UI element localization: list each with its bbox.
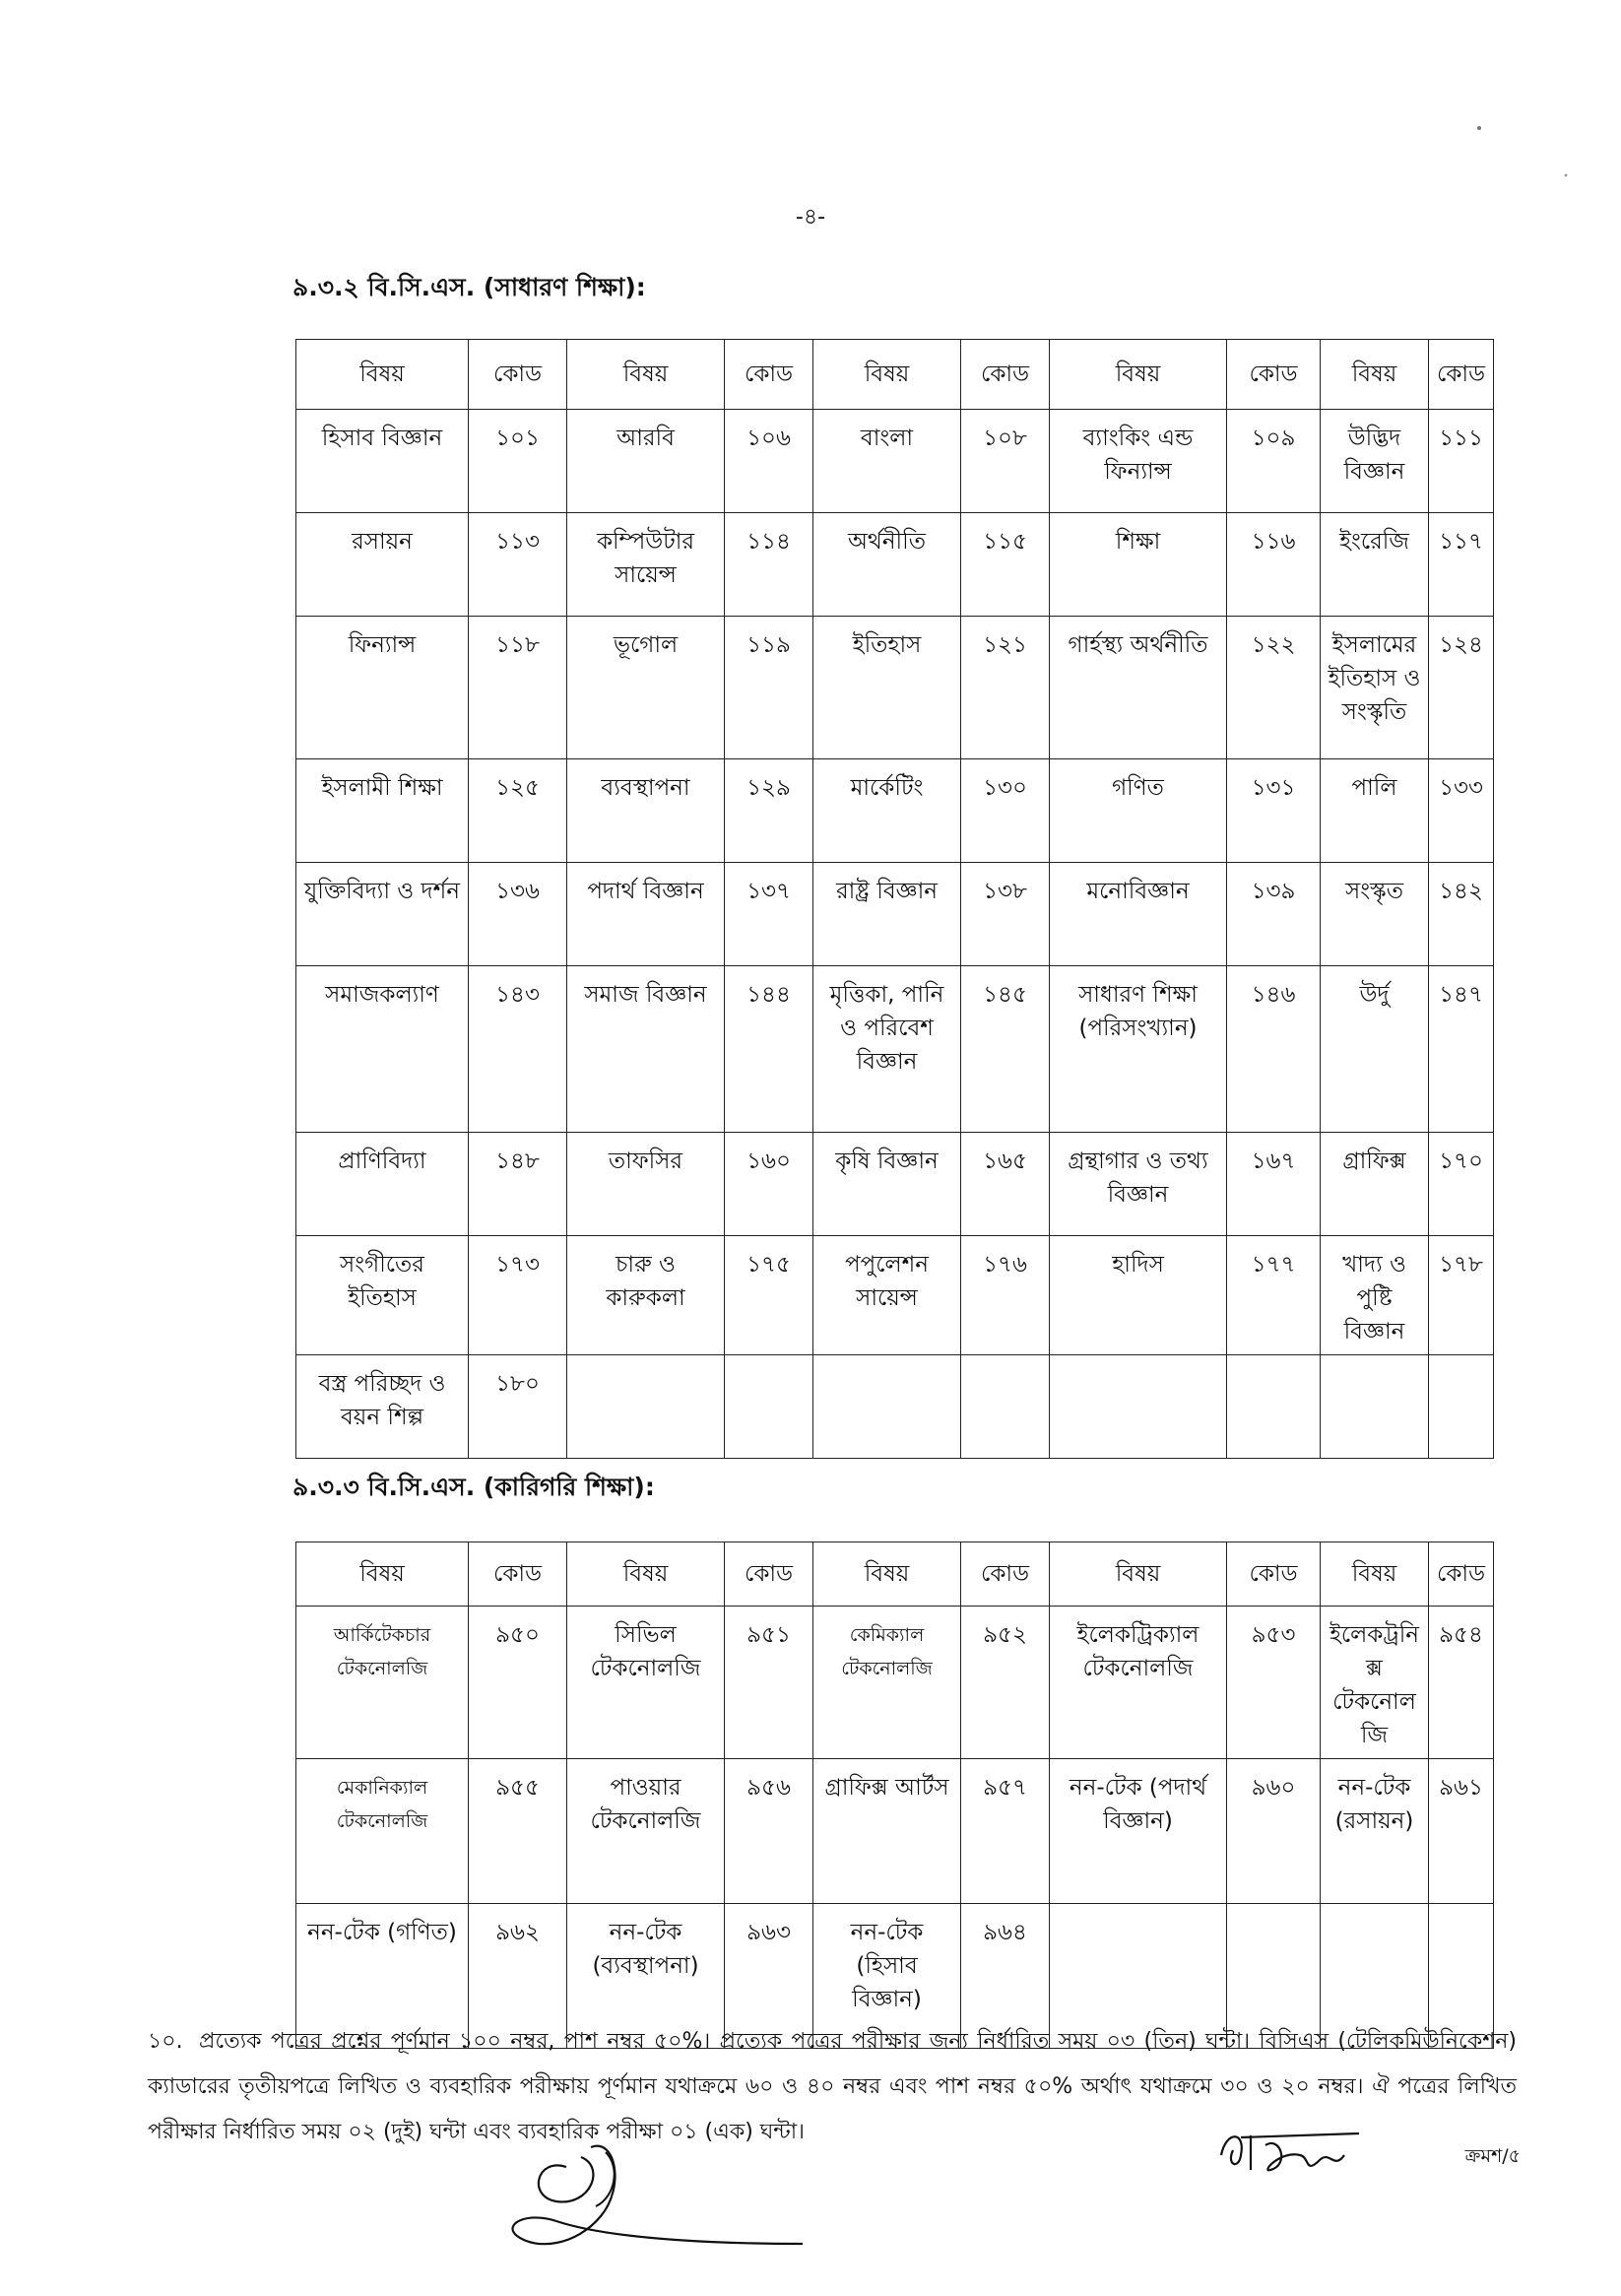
subject-cell: রাষ্ট্র বিজ্ঞান — [813, 863, 961, 966]
subject-cell: নন-টেক (গণিত) — [296, 1904, 469, 2049]
header-code: কোড — [961, 1542, 1050, 1607]
subject-cell: ভূগোল — [567, 617, 725, 759]
subject-cell: ইসলামী শিক্ষা — [296, 759, 469, 863]
code-cell: ৯৫৫ — [469, 1759, 567, 1904]
subject-cell: কেমিক্যাল টেকনোলজি — [813, 1607, 961, 1759]
subject-cell: নন-টেক (হিসাব বিজ্ঞান) — [813, 1904, 961, 2049]
subject-cell: অর্থনীতি — [813, 513, 961, 617]
code-cell: ১৭৮ — [1429, 1236, 1494, 1355]
header-subject: বিষয় — [813, 1542, 961, 1607]
note-text: প্রত্যেক পত্রের প্রশ্নের পূর্ণমান ১০০ নম্বর, পাশ নম্বর ৫০%। প্রত্যেক পত্রের পরীক্ষার জন্য নির্ধারিত সময় ০৩ (তিন) ঘন্টা। বিসিএস (টেলিকমিউনিকেশন) ক্যাডারের তৃতীয়পত্রে লিখিত ও ব্যবহারিক পরীক্ষায় পূর্ণমান যথাক্রমে ৬০ ও ৪০ নম্বর এবং পাশ নম্বর ৫০% অর্থাৎ যথাক্রমে ৩০ ও ২০ নম্বর। ঐ পত্রের লিখিত পরীক্ষার নির্ধারিত সময় ০২ (দুই) ঘন্টা এবং ব্যবহারিক পরীক্ষা ০১ (এক) ঘন্টা। — [148, 2029, 1517, 2144]
header-subject: বিষয় — [296, 340, 469, 410]
code-cell: ১০১ — [469, 410, 567, 513]
table-row — [296, 1133, 1494, 1236]
subject-cell: মনোবিজ্ঞান — [1050, 863, 1227, 966]
code-cell: ১০৬ — [725, 410, 813, 513]
code-cell: ১৭৩ — [469, 1236, 567, 1355]
header-subject: বিষয় — [1050, 1542, 1227, 1607]
code-cell — [1429, 1355, 1494, 1459]
code-cell: ১৭৬ — [961, 1236, 1050, 1355]
subject-cell: মৃত্তিকা, পানি ও পরিবেশ বিজ্ঞান — [813, 966, 961, 1133]
subject-cell: সিভিল টেকনোলজি — [567, 1607, 725, 1759]
table-row — [296, 617, 1494, 759]
code-cell: ১৪৪ — [725, 966, 813, 1133]
code-cell: ১৪৩ — [469, 966, 567, 1133]
code-cell: ৯৬০ — [1227, 1759, 1321, 1904]
code-cell: ১৪৫ — [961, 966, 1050, 1133]
header-subject: বিষয় — [567, 1542, 725, 1607]
code-cell: ১২১ — [961, 617, 1050, 759]
subject-cell: নন-টেক (রসায়ন) — [1321, 1759, 1429, 1904]
code-cell: ১৪৮ — [469, 1133, 567, 1236]
code-cell: ১৩০ — [961, 759, 1050, 863]
code-cell: ৯৫০ — [469, 1607, 567, 1759]
code-cell: ১৬০ — [725, 1133, 813, 1236]
subject-cell: প্রাণিবিদ্যা — [296, 1133, 469, 1236]
subject-cell: কৃষি বিজ্ঞান — [813, 1133, 961, 1236]
code-cell: ১৭৫ — [725, 1236, 813, 1355]
note-number: ১০. — [148, 2029, 183, 2054]
subject-cell: চারু ও কারুকলা — [567, 1236, 725, 1355]
subject-cell: আরবি — [567, 410, 725, 513]
header-subject: বিষয় — [1050, 340, 1227, 410]
header-code: কোড — [1429, 1542, 1494, 1607]
code-cell: ৯৫৬ — [725, 1759, 813, 1904]
code-cell: ১৪৭ — [1429, 966, 1494, 1133]
general-education-code-table — [295, 339, 1494, 1459]
code-cell: ১০৯ — [1227, 410, 1321, 513]
subject-cell: হাদিস — [1050, 1236, 1227, 1355]
code-cell: ৯৬৪ — [961, 1904, 1050, 2049]
subject-cell: গার্হস্থ্য অর্থনীতি — [1050, 617, 1227, 759]
code-cell: ১১৯ — [725, 617, 813, 759]
subject-cell: গ্রাফিক্স আর্টস — [813, 1759, 961, 1904]
subject-cell: রসায়ন — [296, 513, 469, 617]
subject-cell: শিক্ষা — [1050, 513, 1227, 617]
subject-cell: ইতিহাস — [813, 617, 961, 759]
table-row — [296, 966, 1494, 1133]
table-row — [296, 863, 1494, 966]
subject-cell: ফিন্যান্স — [296, 617, 469, 759]
continued-marker: ক্রমশ/৫ — [1464, 2145, 1521, 2167]
code-cell: ১৩৬ — [469, 863, 567, 966]
subject-cell: মেকানিক্যাল টেকনোলজি — [296, 1759, 469, 1904]
code-cell: ১৪৬ — [1227, 966, 1321, 1133]
subject-cell: ইলেকট্রিক্যাল টেকনোলজি — [1050, 1607, 1227, 1759]
subject-cell: গ্রন্থাগার ও তথ্য বিজ্ঞান — [1050, 1133, 1227, 1236]
table-row — [296, 1759, 1494, 1904]
subject-cell: হিসাব বিজ্ঞান — [296, 410, 469, 513]
subject-cell: মার্কেটিং — [813, 759, 961, 863]
header-code: কোড — [1227, 340, 1321, 410]
code-cell: ৯৬২ — [469, 1904, 567, 2049]
subject-cell: সংস্কৃত — [1321, 863, 1429, 966]
table-header-row — [296, 340, 1494, 410]
subject-cell: বস্ত্র পরিচ্ছদ ও বয়ন শিল্প — [296, 1355, 469, 1459]
header-code: কোড — [469, 1542, 567, 1607]
code-cell: ৯৫৪ — [1429, 1607, 1494, 1759]
code-cell: ১২৪ — [1429, 617, 1494, 759]
subject-cell: ইলেকট্রনিক্স টেকনোলজি — [1321, 1607, 1429, 1759]
subject-cell: গ্রাফিক্স — [1321, 1133, 1429, 1236]
section-heading-general-education: ৯.৩.২ বি.সি.এস. (সাধারণ শিক্ষা): — [292, 273, 646, 301]
code-cell: ৯৫৩ — [1227, 1607, 1321, 1759]
subject-cell — [1321, 1355, 1429, 1459]
subject-cell: গণিত — [1050, 759, 1227, 863]
subject-cell: পালি — [1321, 759, 1429, 863]
header-code: কোড — [725, 340, 813, 410]
code-cell: ১১১ — [1429, 410, 1494, 513]
code-cell: ১৩৯ — [1227, 863, 1321, 966]
code-cell: ১১৩ — [469, 513, 567, 617]
technical-education-code-table — [295, 1542, 1494, 2049]
code-cell: ১৭৭ — [1227, 1236, 1321, 1355]
header-code: কোড — [961, 340, 1050, 410]
subject-cell: সমাজ বিজ্ঞান — [567, 966, 725, 1133]
section-heading-technical-education: ৯.৩.৩ বি.সি.এস. (কারিগরি শিক্ষা): — [292, 1473, 655, 1501]
subject-cell — [567, 1355, 725, 1459]
header-subject: বিষয় — [1321, 340, 1429, 410]
subject-cell: ইসলামের ইতিহাস ও সংস্কৃতি — [1321, 617, 1429, 759]
subject-cell: তাফসির — [567, 1133, 725, 1236]
subject-cell — [813, 1355, 961, 1459]
code-cell: ৯৫৭ — [961, 1759, 1050, 1904]
header-subject: বিষয় — [1321, 1542, 1429, 1607]
header-code: কোড — [725, 1542, 813, 1607]
code-cell: ১১৮ — [469, 617, 567, 759]
table-row — [296, 759, 1494, 863]
code-cell: ১১৬ — [1227, 513, 1321, 617]
subject-cell: নন-টেক (ব্যবস্থাপনা) — [567, 1904, 725, 2049]
subject-cell: আর্কিটেকচার টেকনোলজি — [296, 1607, 469, 1759]
code-cell: ১৬৭ — [1227, 1133, 1321, 1236]
subject-cell: উদ্ভিদ বিজ্ঞান — [1321, 410, 1429, 513]
subject-cell: উর্দু — [1321, 966, 1429, 1133]
code-cell: ১৭০ — [1429, 1133, 1494, 1236]
code-cell: ১৩১ — [1227, 759, 1321, 863]
code-cell: ১১৪ — [725, 513, 813, 617]
subject-cell: সংগীতের ইতিহাস — [296, 1236, 469, 1355]
signature-left — [497, 2128, 812, 2279]
signature-right — [1211, 2116, 1369, 2189]
table-row — [296, 1236, 1494, 1355]
subject-cell: ব্যবস্থাপনা — [567, 759, 725, 863]
code-cell: ১২৫ — [469, 759, 567, 863]
code-cell — [961, 1355, 1050, 1459]
code-cell — [1227, 1355, 1321, 1459]
code-cell: ৯৫২ — [961, 1607, 1050, 1759]
subject-cell: খাদ্য ও পুষ্টি বিজ্ঞান — [1321, 1236, 1429, 1355]
subject-cell: পাওয়ার টেকনোলজি — [567, 1759, 725, 1904]
subject-cell — [1050, 1355, 1227, 1459]
header-subject: বিষয় — [296, 1542, 469, 1607]
code-cell: ১৩৮ — [961, 863, 1050, 966]
subject-cell: সাধারণ শিক্ষা (পরিসংখ্যান) — [1050, 966, 1227, 1133]
subject-cell: নন-টেক (পদার্থ বিজ্ঞান) — [1050, 1759, 1227, 1904]
table-row — [296, 1607, 1494, 1759]
code-cell: ১১৭ — [1429, 513, 1494, 617]
code-cell: ৯৬৩ — [725, 1904, 813, 2049]
code-cell: ১৮০ — [469, 1355, 567, 1459]
header-subject: বিষয় — [567, 340, 725, 410]
subject-cell: কম্পিউটার সায়েন্স — [567, 513, 725, 617]
code-cell — [725, 1355, 813, 1459]
subject-cell: যুক্তিবিদ্যা ও দর্শন — [296, 863, 469, 966]
table-row — [296, 1355, 1494, 1459]
subject-cell: ব্যাংকিং এন্ড ফিন্যান্স — [1050, 410, 1227, 513]
header-code: কোড — [1227, 1542, 1321, 1607]
code-cell: ৯৫১ — [725, 1607, 813, 1759]
code-cell: ১২৯ — [725, 759, 813, 863]
header-code: কোড — [1429, 340, 1494, 410]
header-subject: বিষয় — [813, 340, 961, 410]
code-cell: ১২২ — [1227, 617, 1321, 759]
subject-cell: বাংলা — [813, 410, 961, 513]
code-cell: ১১৫ — [961, 513, 1050, 617]
code-cell: ১৩৭ — [725, 863, 813, 966]
code-cell: ১৪২ — [1429, 863, 1494, 966]
subject-cell: পপুলেশন সায়েন্স — [813, 1236, 961, 1355]
table-header-row — [296, 1542, 1494, 1607]
code-cell: ১৩৩ — [1429, 759, 1494, 863]
subject-cell: পদার্থ বিজ্ঞান — [567, 863, 725, 966]
code-cell: ৯৬১ — [1429, 1759, 1494, 1904]
subject-cell: ইংরেজি — [1321, 513, 1429, 617]
header-code: কোড — [469, 340, 567, 410]
subject-cell: সমাজকল্যাণ — [296, 966, 469, 1133]
page-number: -৪- — [795, 205, 826, 230]
table-row — [296, 410, 1494, 513]
table-row — [296, 513, 1494, 617]
code-cell: ১৬৫ — [961, 1133, 1050, 1236]
code-cell: ১০৮ — [961, 410, 1050, 513]
